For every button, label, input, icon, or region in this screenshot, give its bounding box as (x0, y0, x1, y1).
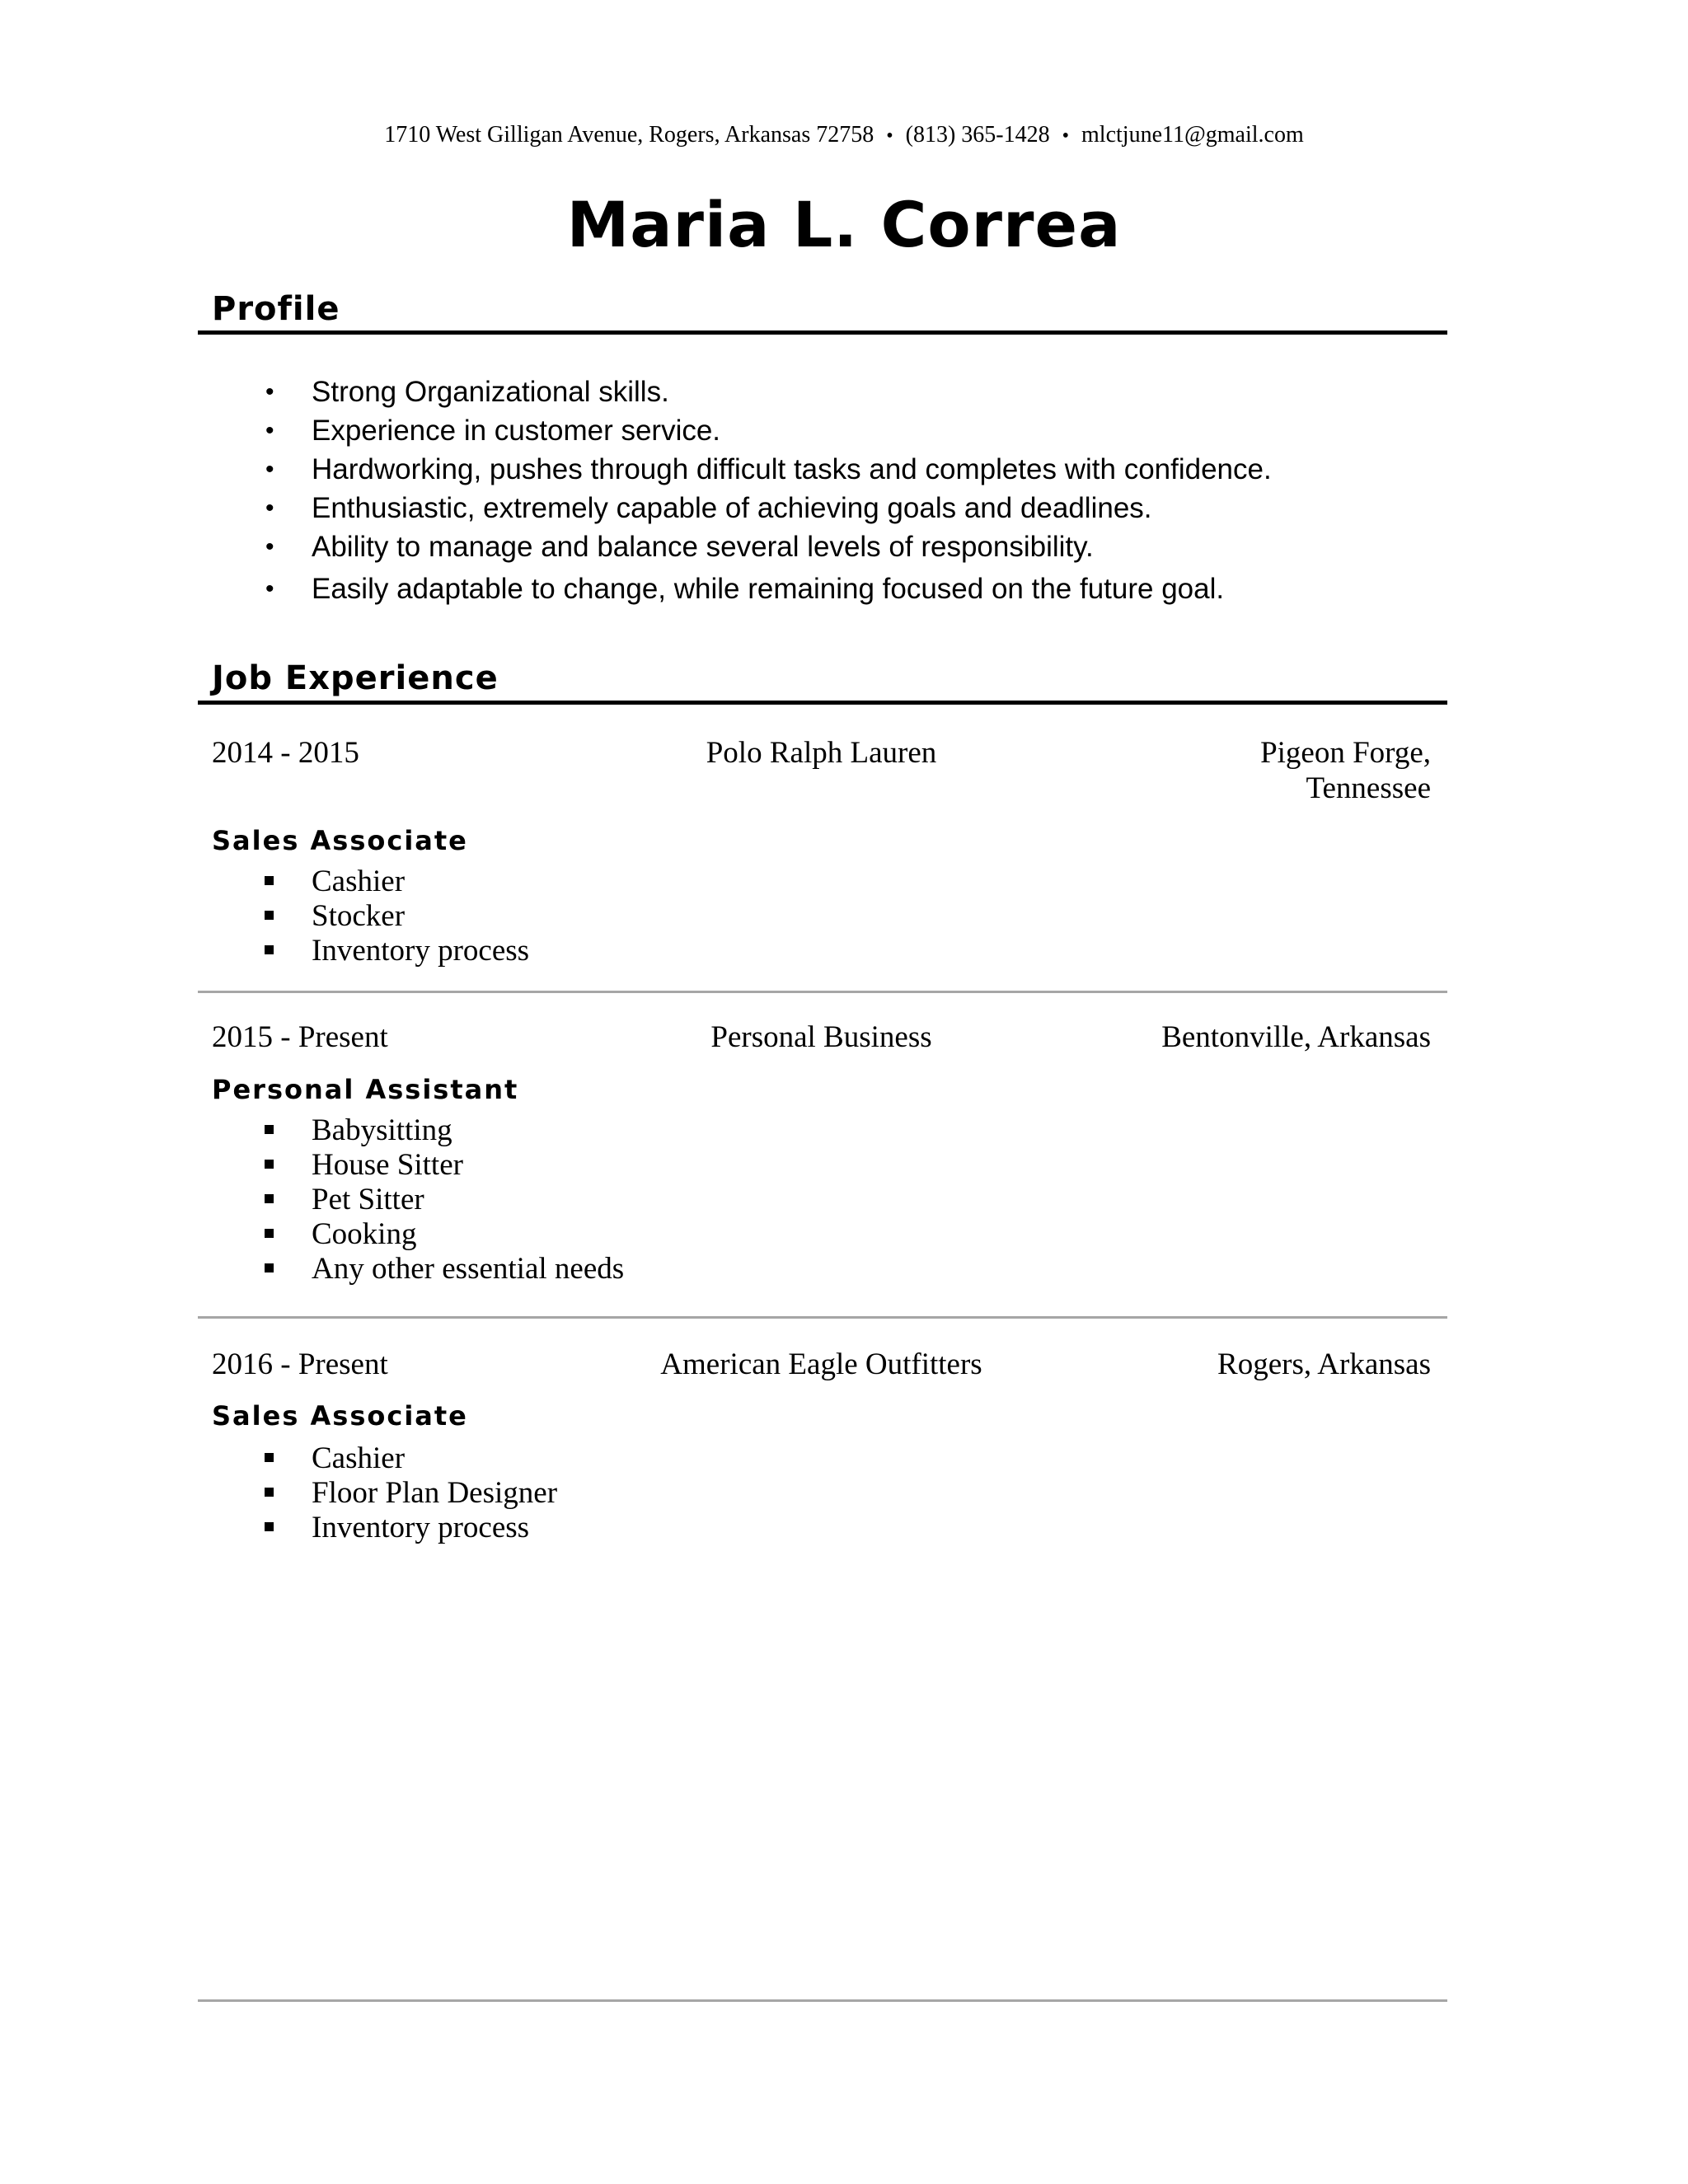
section-divider (198, 701, 1447, 705)
square-bullet-icon (265, 1453, 274, 1462)
section-title-experience: Job Experience (212, 659, 499, 697)
square-bullet-icon (265, 1160, 274, 1169)
job-employer: Polo Ralph Lauren (706, 736, 937, 770)
bullet-icon: • (265, 494, 274, 522)
profile-item: • Hardworking, pushes through difficult tasks and completes with confidence. (0, 450, 1272, 489)
profile-item: • Easily adaptable to change, while remaining focused on the future goal. (0, 569, 1272, 608)
duty-item: Babysitting (0, 1113, 624, 1148)
duty-item: Cashier (0, 1441, 557, 1476)
duty-item: House Sitter (0, 1148, 624, 1183)
duty-item: Floor Plan Designer (0, 1476, 557, 1511)
square-bullet-icon (265, 1488, 274, 1497)
square-bullet-icon (265, 876, 274, 885)
bullet-icon: • (265, 417, 274, 444)
candidate-name: Maria L. Correa (566, 188, 1122, 261)
profile-item: • Strong Organizational skills. (0, 373, 1272, 411)
bullet-icon: • (265, 456, 274, 483)
job-employer: Personal Business (710, 1020, 932, 1054)
job-dates: 2016 - Present (212, 1347, 388, 1381)
profile-item: • Enthusiastic, extremely capable of achieving goals and deadlines. (0, 489, 1272, 527)
square-bullet-icon (265, 1229, 274, 1238)
email-address: mlctjune11@gmail.com (1081, 122, 1304, 148)
job-dates: 2015 - Present (212, 1020, 388, 1054)
bullet-icon: • (265, 378, 274, 405)
square-bullet-icon (265, 1125, 274, 1134)
job-duties (0, 1113, 624, 1286)
square-bullet-icon (265, 945, 274, 954)
separator-dot: • (886, 125, 893, 147)
job-role: Sales Associate (212, 1400, 468, 1432)
profile-item: • Experience in customer service. (0, 411, 1272, 450)
duty-item: Stocker (0, 899, 529, 934)
footer-divider (198, 1999, 1447, 2002)
address: 1710 West Gilligan Avenue, Rogers, Arkansas 72758 (384, 122, 874, 148)
profile-item: • Ability to manage and balance several levels of responsibility. (0, 527, 1272, 566)
job-role: Sales Associate (212, 825, 468, 856)
duty-item: Cooking (0, 1217, 624, 1252)
job-header (212, 735, 1431, 805)
bullet-icon: • (265, 533, 274, 560)
job-dates: 2014 - 2015 (212, 736, 359, 770)
phone-number: (813) 365-1428 (905, 122, 1050, 148)
profile-list (0, 373, 1272, 608)
job-divider (198, 991, 1447, 993)
job-role: Personal Assistant (212, 1074, 519, 1105)
duty-item: Inventory process (0, 1511, 557, 1545)
square-bullet-icon (265, 1263, 274, 1272)
duty-item: Pet Sitter (0, 1183, 624, 1217)
duty-item: Any other essential needs (0, 1252, 624, 1286)
job-location: Rogers, Arkansas (1217, 1347, 1431, 1381)
job-location: Pigeon Forge, Tennessee (1260, 736, 1431, 805)
square-bullet-icon (265, 911, 274, 920)
duty-item: Inventory process (0, 934, 529, 968)
job-location: Bentonville, Arkansas (1161, 1020, 1431, 1054)
contact-line (0, 122, 1688, 148)
job-duties (0, 1441, 557, 1545)
square-bullet-icon (265, 1522, 274, 1531)
duty-item: Cashier (0, 865, 529, 899)
job-header (212, 1019, 1431, 1057)
job-duties (0, 865, 529, 968)
job-divider (198, 1316, 1447, 1319)
square-bullet-icon (265, 1194, 274, 1203)
job-header (212, 1347, 1431, 1385)
separator-dot: • (1062, 125, 1070, 147)
section-title-profile: Profile (212, 290, 340, 328)
section-divider (198, 330, 1447, 335)
job-employer: American Eagle Outfitters (660, 1347, 982, 1381)
bullet-icon: • (265, 575, 274, 602)
